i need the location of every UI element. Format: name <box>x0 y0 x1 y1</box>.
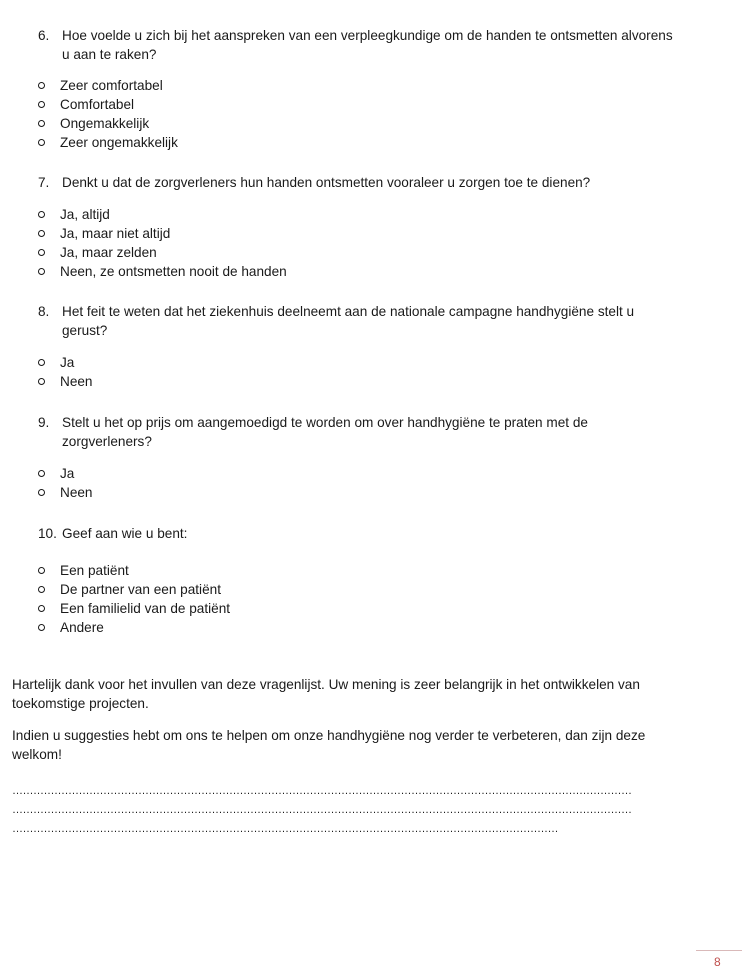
radio-circle-icon[interactable] <box>38 378 45 385</box>
radio-circle-icon[interactable] <box>38 605 45 612</box>
question-text: Stelt u het op prijs om aangemoedigd te worden om over handhygiëne te praten met de zorgverleners? <box>62 415 588 449</box>
option-label: Zeer comfortabel <box>60 78 163 93</box>
option-label: Ja, altijd <box>60 207 110 222</box>
option-label: Ja <box>60 466 75 481</box>
question-text: Denkt u dat de zorgverleners hun handen ontsmetten vooraleer u zorgen toe te dienen? <box>62 175 591 190</box>
question-number: 9. <box>38 415 50 430</box>
radio-circle-icon[interactable] <box>38 101 45 108</box>
question-number: 7. <box>38 175 50 190</box>
suggestion-line-2[interactable]: …………………………………………………………………………………………………………………………………………………………… <box>12 805 632 816</box>
radio-option[interactable] <box>38 95 178 114</box>
options-question-6 <box>38 76 178 152</box>
options-question-10 <box>38 561 230 637</box>
radio-circle-icon[interactable] <box>38 567 45 574</box>
question-10 <box>38 524 678 543</box>
radio-circle-icon[interactable] <box>38 470 45 477</box>
question-6 <box>38 26 678 64</box>
question-number: 8. <box>38 304 50 319</box>
options-question-9 <box>38 464 93 502</box>
option-label: Neen <box>60 485 93 500</box>
thanks-paragraph: Hartelijk dank voor het invullen van deze vragenlijst. Uw mening is zeer belangrijk in het ontwikkelen van toekomstige projecten. <box>12 677 640 711</box>
option-label: Comfortabel <box>60 97 135 112</box>
radio-option[interactable] <box>38 599 230 618</box>
question-7 <box>38 173 678 192</box>
radio-option[interactable] <box>38 353 93 372</box>
radio-option[interactable] <box>38 133 178 152</box>
question-number: 10. <box>38 526 57 541</box>
page-number: 8 <box>714 955 721 969</box>
radio-circle-icon[interactable] <box>38 82 45 89</box>
option-label: Een familielid van de patiënt <box>60 601 231 616</box>
suggestions-paragraph: Indien u suggesties hebt om ons te helpen om onze handhygiëne nog verder te verbeteren, dan zijn deze welkom! <box>12 728 646 762</box>
radio-option[interactable] <box>38 262 287 281</box>
question-text: Het feit te weten dat het ziekenhuis deelneemt aan de nationale campagne handhygiëne stelt u gerust? <box>62 304 635 338</box>
radio-circle-icon[interactable] <box>38 211 45 218</box>
radio-circle-icon[interactable] <box>38 489 45 496</box>
radio-option[interactable] <box>38 464 93 483</box>
question-number: 6. <box>38 28 50 43</box>
question-text: Geef aan wie u bent: <box>62 526 188 541</box>
options-question-8 <box>38 353 93 391</box>
footer-divider <box>696 950 742 951</box>
radio-option[interactable] <box>38 580 230 599</box>
option-label: Ja, maar zelden <box>60 245 157 260</box>
option-label: Ja, maar niet altijd <box>60 226 171 241</box>
radio-option[interactable] <box>38 114 178 133</box>
option-label: Ja <box>60 355 75 370</box>
radio-circle-icon[interactable] <box>38 120 45 127</box>
radio-option[interactable] <box>38 224 287 243</box>
option-label: Zeer ongemakkelijk <box>60 135 178 150</box>
radio-option[interactable] <box>38 243 287 262</box>
suggestion-line-3[interactable]: ………………………………………………………………………………………………………………………………………… <box>12 824 558 835</box>
radio-circle-icon[interactable] <box>38 230 45 237</box>
radio-option[interactable] <box>38 372 93 391</box>
radio-circle-icon[interactable] <box>38 359 45 366</box>
radio-circle-icon[interactable] <box>38 249 45 256</box>
radio-circle-icon[interactable] <box>38 624 45 631</box>
radio-circle-icon[interactable] <box>38 268 45 275</box>
radio-circle-icon[interactable] <box>38 586 45 593</box>
option-label: Andere <box>60 620 104 635</box>
radio-option[interactable] <box>38 483 93 502</box>
radio-circle-icon[interactable] <box>38 139 45 146</box>
option-label: Een patiënt <box>60 563 129 578</box>
radio-option[interactable] <box>38 618 230 637</box>
radio-option[interactable] <box>38 561 230 580</box>
radio-option[interactable] <box>38 76 178 95</box>
suggestion-line-1[interactable]: …………………………………………………………………………………………………………………………………………………………… <box>12 786 632 797</box>
option-label: Ongemakkelijk <box>60 116 150 131</box>
radio-option[interactable] <box>38 205 287 224</box>
option-label: Neen, ze ontsmetten nooit de handen <box>60 264 287 279</box>
question-8 <box>38 302 678 340</box>
option-label: Neen <box>60 374 93 389</box>
option-label: De partner van een patiënt <box>60 582 221 597</box>
question-text: Hoe voelde u zich bij het aanspreken van een verpleegkundige om de handen te ontsmetten alvorens u aan te raken? <box>62 28 673 62</box>
options-question-7 <box>38 205 287 281</box>
question-9 <box>38 413 678 451</box>
